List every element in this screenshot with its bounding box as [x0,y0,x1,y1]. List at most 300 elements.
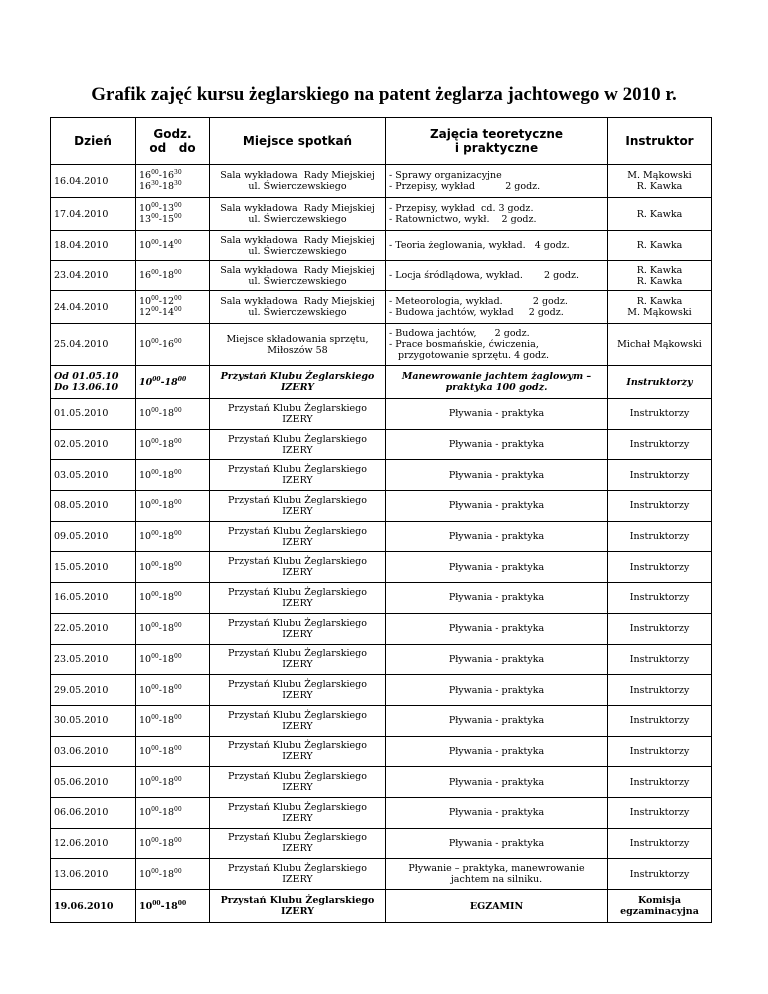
place-line: Przystań Klubu Żeglarskiego [228,617,367,629]
place-cell [210,797,386,828]
date-cell [51,366,136,399]
classes-cell [386,859,608,890]
classes-line: Manewrowanie jachtem żaglowym – [401,371,592,382]
time-range: $12^{00}-14^{00}$ [139,306,182,318]
table-row [51,736,712,767]
classes-line: jachtem na silniku. [450,874,543,886]
header-hours-line1: Godz. [153,127,192,141]
time-range: $10^{00}-18^{00}$ [139,867,182,880]
time-range: $10^{00}-18^{00}$ [139,468,182,481]
schedule-body [51,165,712,923]
time-range: $10^{00}-18^{00}$ [139,560,182,573]
time-minutes: 00 [174,269,182,276]
place-cell [210,324,386,366]
time-minutes: 00 [151,295,159,302]
time-cell [136,324,210,366]
time-cell [136,613,210,644]
time-minutes: 00 [174,714,182,722]
classes-cell: Pływania - praktyka [386,675,608,706]
time-minutes: 00 [151,530,159,538]
time-cell [136,198,210,231]
place-line: IZERY [282,782,313,794]
time-range: $10^{00}-18^{00}$ [139,806,182,819]
place-line: Sala wykładowa Rady Miejskiej [220,264,375,276]
time-range: $10^{00}-13^{00}$ [139,202,182,214]
date-cell: 08.05.2010 [51,491,136,522]
place-cell [210,521,386,552]
place-cell [210,491,386,522]
classes-cell [386,261,608,291]
table-row [51,460,712,491]
header-place: Miejsce spotkań [210,118,386,165]
instructor-cell: Instruktorzy [608,675,712,706]
time-minutes: 00 [151,239,159,246]
place-cell [210,644,386,675]
time-minutes: 00 [152,899,161,907]
page-title: Grafik zajęć kursu żeglarskiego na patent żeglarza jachtowego w 2010 r. [91,84,677,105]
time-minutes: 00 [151,468,159,476]
place-line: IZERY [282,720,313,732]
time-cell [136,521,210,552]
header-row [51,118,712,165]
place-line: IZERY [282,690,313,702]
time-cell [136,736,210,767]
instructor-cell: Instruktorzy [608,552,712,583]
time-range: $10^{00}-16^{00}$ [139,338,182,350]
instructor-cell: Instruktorzy [608,460,712,491]
date-cell: 16.05.2010 [51,583,136,614]
time-cell [136,705,210,736]
date-cell: 17.04.2010 [51,198,136,231]
date-cell: 03.05.2010 [51,460,136,491]
place-line: IZERY [282,628,313,640]
place-line: IZERY [282,536,313,548]
place-line: Miłoszów 58 [267,344,328,356]
instructor-cell: Instruktorzy [608,828,712,859]
place-cell [210,291,386,324]
classes-line: przygotowanie sprzętu. 4 godz. [389,350,550,361]
instructor-line: Komisja [638,895,681,907]
time-minutes: 00 [174,775,182,783]
time-cell [136,366,210,399]
time-cell [136,675,210,706]
instructor-cell: Instruktorzy [608,767,712,798]
place-line: Przystań Klubu Żeglarskiego [228,433,367,445]
classes-cell: EGZAMIN [386,890,608,923]
table-row [51,198,712,231]
classes-line: - Budowa jachtów, 2 godz. [389,328,530,339]
table-row [51,675,712,706]
place-cell [210,429,386,460]
time-minutes: 00 [177,375,187,383]
date-cell: 19.06.2010 [51,890,136,923]
time-minutes: 00 [151,338,159,345]
time-minutes: 00 [151,269,159,276]
place-line: IZERY [282,567,313,579]
time-minutes: 00 [174,622,182,630]
header-day: Dzień [51,118,136,165]
time-cell [136,552,210,583]
time-range: $10^{00}-18^{00}$ [139,530,182,543]
header-hours-line2: od do [149,141,196,155]
time-range: $10^{00}-18^{00}$ [139,683,182,696]
place-cell [210,705,386,736]
time-range: $10^{00}-14^{00}$ [139,239,182,251]
place-cell [210,165,386,198]
time-minutes: 30 [174,180,182,187]
place-line: IZERY [282,843,313,855]
place-line: Przystań Klubu Żeglarskiego [228,648,367,660]
place-line: IZERY [282,659,313,671]
date-cell: 23.04.2010 [51,261,136,291]
instructor-cell [608,291,712,324]
time-minutes: 00 [174,202,182,209]
place-line: IZERY [282,413,313,425]
place-cell [210,613,386,644]
time-cell [136,767,210,798]
date-cell: 12.06.2010 [51,828,136,859]
time-minutes: 00 [151,438,159,446]
instructor-cell [608,890,712,923]
table-row [51,797,712,828]
time-minutes: 00 [151,169,159,176]
classes-cell: Pływania - praktyka [386,583,608,614]
date-cell: 05.06.2010 [51,767,136,798]
header-hours [136,118,210,165]
classes-cell: Pływania - praktyka [386,797,608,828]
time-minutes: 00 [174,530,182,538]
instructor-cell [608,324,712,366]
table-row [51,429,712,460]
classes-cell [386,231,608,261]
time-cell [136,859,210,890]
place-line: ul. Świerczewskiego [248,181,347,192]
classes-line: - Prace bosmańskie, ćwiczenia, [389,339,539,350]
place-line: Sala wykładowa Rady Miejskiej [220,203,375,214]
time-cell [136,828,210,859]
time-minutes: 00 [174,306,182,313]
time-minutes: 30 [174,169,182,176]
time-range: $16^{30}-18^{30}$ [139,180,182,192]
instructor-line: R. Kawka [636,181,683,192]
instructor-cell: Instruktorzy [608,797,712,828]
date-cell: 03.06.2010 [51,736,136,767]
instructor-cell: Instruktorzy [608,429,712,460]
date-cell: 06.06.2010 [51,797,136,828]
time-range: $10^{00}-18^{00}$ [139,744,182,757]
classes-cell: Pływania - praktyka [386,767,608,798]
classes-line: Pływanie – praktyka, manewrowanie [408,863,585,875]
instructor-cell: Instruktorzy [608,859,712,890]
time-cell [136,399,210,430]
date-line: Od 01.05.10 [54,371,119,382]
date-cell: 02.05.2010 [51,429,136,460]
instructor-cell [608,261,712,291]
time-minutes: 00 [151,499,159,507]
place-line: ul. Świerczewskiego [248,275,347,287]
time-minutes: 00 [174,806,182,814]
time-minutes: 00 [174,407,182,415]
table-row [51,583,712,614]
instructor-line: R. Kawka [636,240,683,251]
classes-cell: Pływania - praktyka [386,521,608,552]
instructor-line: Michał Mąkowski [617,339,702,350]
time-range: $10^{00}-18^{00}$ [139,499,182,512]
table-row [51,399,712,430]
classes-cell: Pływania - praktyka [386,552,608,583]
classes-cell: Pływania - praktyka [386,705,608,736]
time-range: $10^{00}-18^{00}$ [139,899,187,912]
time-minutes: 00 [151,407,159,415]
place-cell [210,767,386,798]
time-cell [136,797,210,828]
classes-line: - Przepisy, wykład 2 godz. [389,181,541,192]
time-minutes: 00 [151,306,159,313]
classes-line: - Ratownictwo, wykł. 2 godz. [389,214,537,225]
time-range: $10^{00}-18^{00}$ [139,375,187,388]
time-minutes: 30 [151,180,159,187]
instructor-cell: Instruktorzy [608,736,712,767]
table-row [51,552,712,583]
time-range: $10^{00}-18^{00}$ [139,652,182,665]
place-line: Przystań Klubu Żeglarskiego [228,679,367,691]
date-line: Do 13.06.10 [54,382,119,393]
table-row [51,491,712,522]
time-cell [136,231,210,261]
date-cell: 29.05.2010 [51,675,136,706]
table-row [51,291,712,324]
date-cell: 18.04.2010 [51,231,136,261]
place-line: IZERY [280,382,314,393]
classes-line: praktyka 100 godz. [445,382,548,393]
time-cell [136,165,210,198]
instructor-line: R. Kawka [636,275,683,287]
table-row [51,165,712,198]
place-line: ul. Świerczewskiego [248,245,347,257]
time-range: $16^{00}-16^{30}$ [139,169,182,181]
time-cell [136,460,210,491]
classes-cell [386,198,608,231]
instructor-cell: Instruktorzy [608,705,712,736]
classes-line: - Budowa jachtów, wykład 2 godz. [389,307,564,318]
instructor-line: R. Kawka [636,264,683,276]
time-range: $10^{00}-18^{00}$ [139,407,182,420]
place-cell [210,198,386,231]
place-cell [210,552,386,583]
place-line: Przystań Klubu Żeglarskiego [228,771,367,783]
classes-line: - Sprawy organizacyjne [389,170,502,181]
time-minutes: 00 [151,652,159,660]
time-minutes: 00 [151,806,159,814]
place-cell [210,890,386,923]
instructor-cell [608,165,712,198]
time-cell [136,890,210,923]
place-cell [210,675,386,706]
time-minutes: 00 [152,375,161,383]
time-minutes: 00 [151,714,159,722]
date-cell: 01.05.2010 [51,399,136,430]
place-line: IZERY [282,751,313,763]
classes-cell: Pływania - praktyka [386,460,608,491]
classes-cell: Pływania - praktyka [386,399,608,430]
place-line: IZERY [282,475,313,487]
time-minutes: 00 [177,899,187,907]
table-row [51,644,712,675]
place-line: Przystań Klubu Żeglarskiego [228,525,367,537]
instructor-cell: Instruktorzy [608,583,712,614]
instructor-line: M. Mąkowski [627,170,692,181]
time-range: $16^{00}-18^{00}$ [139,269,182,281]
classes-cell: Pływania - praktyka [386,429,608,460]
time-minutes: 00 [174,591,182,599]
place-cell [210,366,386,399]
header-classes-line1: Zajęcia teoretyczne [429,127,564,141]
classes-cell: Pływania - praktyka [386,828,608,859]
classes-line: - Teoria żeglowania, wykład. 4 godz. [389,240,570,251]
place-line: Przystań Klubu Żeglarskiego [228,863,367,875]
place-line: Przystań Klubu Żeglarskiego [228,402,367,414]
place-line: IZERY [282,597,313,609]
place-line: Sala wykładowa Rady Miejskiej [220,170,375,181]
time-cell [136,291,210,324]
place-line: Przystań Klubu Żeglarskiego [228,556,367,568]
classes-cell: Pływania - praktyka [386,613,608,644]
place-line: Przystań Klubu Żeglarskiego [220,371,375,382]
place-line: Przystań Klubu Żeglarskiego [228,832,367,844]
place-line: Przystań Klubu Żeglarskiego [228,586,367,598]
classes-cell: Pływania - praktyka [386,736,608,767]
classes-cell [386,291,608,324]
header-classes-line2: i praktyczne [454,141,539,155]
date-cell: 23.05.2010 [51,644,136,675]
time-minutes: 00 [174,744,182,752]
place-line: IZERY [280,906,314,918]
time-cell [136,644,210,675]
time-range: $10^{00}-18^{00}$ [139,836,182,849]
classes-line: - Locja śródlądowa, wykład. 2 godz. [389,270,579,281]
table-row [51,890,712,923]
schedule-table [50,117,712,923]
time-minutes: 00 [151,202,159,209]
table-row [51,705,712,736]
time-minutes: 00 [174,438,182,446]
instructor-line: M. Mąkowski [627,307,692,318]
time-cell [136,491,210,522]
instructor-cell: Instruktorzy [608,399,712,430]
place-line: Przystań Klubu Żeglarskiego [228,801,367,813]
time-range: $10^{00}-12^{00}$ [139,295,182,307]
time-minutes: 00 [174,867,182,875]
table-row [51,521,712,552]
date-cell: 22.05.2010 [51,613,136,644]
time-minutes: 00 [151,744,159,752]
place-line: Przystań Klubu Żeglarskiego [228,740,367,752]
time-minutes: 00 [174,338,182,345]
time-range: $13^{00}-15^{00}$ [139,213,182,225]
date-cell: 13.06.2010 [51,859,136,890]
time-minutes: 00 [174,499,182,507]
place-line: IZERY [282,444,313,456]
date-cell: 15.05.2010 [51,552,136,583]
instructor-cell: Instruktorzy [608,366,712,399]
time-minutes: 00 [151,591,159,599]
date-cell: 25.04.2010 [51,324,136,366]
time-cell [136,583,210,614]
place-cell [210,460,386,491]
place-line: Miejsce składowania sprzętu, [226,333,369,345]
classes-cell [386,165,608,198]
place-line: Przystań Klubu Żeglarskiego [228,494,367,506]
place-line: Przystań Klubu Żeglarskiego [220,895,375,907]
classes-cell [386,366,608,399]
place-cell [210,736,386,767]
table-row [51,613,712,644]
date-cell: 30.05.2010 [51,705,136,736]
time-minutes: 00 [174,836,182,844]
table-row [51,324,712,366]
instructor-line: R. Kawka [636,296,683,307]
place-cell [210,859,386,890]
table-row [51,366,712,399]
classes-cell: Pływania - praktyka [386,644,608,675]
place-cell [210,399,386,430]
place-line: IZERY [282,874,313,886]
table-row [51,261,712,291]
place-line: IZERY [282,812,313,824]
classes-cell: Pływania - praktyka [386,491,608,522]
date-cell: 09.05.2010 [51,521,136,552]
place-line: Przystań Klubu Żeglarskiego [228,464,367,476]
place-line: ul. Świerczewskiego [248,214,347,225]
table-row [51,828,712,859]
time-minutes: 00 [151,775,159,783]
instructor-cell: Instruktorzy [608,644,712,675]
place-line: IZERY [282,505,313,517]
time-minutes: 00 [174,468,182,476]
time-minutes: 00 [174,213,182,220]
instructor-line: egzaminacyjna [620,906,699,918]
time-minutes: 00 [151,622,159,630]
time-minutes: 00 [151,683,159,691]
header-instructor: Instruktor [608,118,712,165]
time-minutes: 00 [174,560,182,568]
header-classes [386,118,608,165]
place-line: Sala wykładowa Rady Miejskiej [220,234,375,246]
time-cell [136,261,210,291]
instructor-cell: Instruktorzy [608,613,712,644]
time-minutes: 00 [174,683,182,691]
time-cell [136,429,210,460]
time-minutes: 00 [151,867,159,875]
time-minutes: 00 [151,836,159,844]
instructor-cell: Instruktorzy [608,521,712,552]
time-range: $10^{00}-18^{00}$ [139,775,182,788]
instructor-line: R. Kawka [636,208,683,220]
table-row [51,767,712,798]
place-line: Sala wykładowa Rady Miejskiej [220,296,375,307]
time-minutes: 00 [151,213,159,220]
time-minutes: 00 [151,560,159,568]
date-cell: 24.04.2010 [51,291,136,324]
place-line: ul. Świerczewskiego [248,307,347,318]
table-row [51,231,712,261]
time-range: $10^{00}-18^{00}$ [139,438,182,451]
place-line: Przystań Klubu Żeglarskiego [228,709,367,721]
place-cell [210,583,386,614]
table-row [51,859,712,890]
classes-line: - Przepisy, wykład cd. 3 godz. [389,203,534,214]
place-cell [210,828,386,859]
